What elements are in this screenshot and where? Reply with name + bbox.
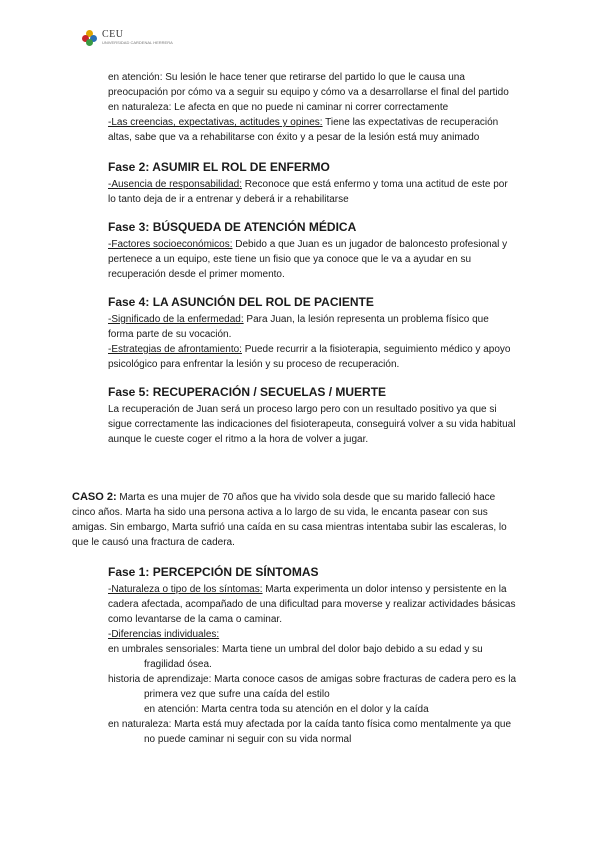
creencias-label: -Las creencias, expectativas, actitudes y opines: [108, 117, 323, 128]
paragraph-naturaleza: en naturaleza: Le afecta en que no puede ni caminar ni correr correctamente [108, 102, 449, 113]
caso2-text: Marta es una mujer de 70 años que ha vivido sola desde que su marido falleció hace cinco años. Marta ha sido una persona activa a lo largo de su vida, le encanta pasear con sus amigas. Sin embargo, Marta sufrió una caída en su casa mientras intentaba subir las escaleras, lo que le causó una fractura de cadera. [72, 492, 507, 548]
paragraph-historia: historia de aprendizaje: Marta conoce casos de amigas sobre fracturas de cadera pero es la primera vez que sufre una caída del estilo [108, 674, 517, 700]
paragraph-naturaleza-marta: en naturaleza: Marta está muy afectada por la caída tanto física como mentalmente ya que no puede caminar ni seguir con su vida normal [108, 719, 512, 745]
paragraph-atencion-marta: en atención: Marta centra toda su atención en el dolor y la caída [144, 704, 429, 715]
fase3-heading: Fase 3: BÚSQUEDA DE ATENCIÓN MÉDICA [108, 220, 357, 234]
caso2-label: CASO 2: [72, 491, 117, 503]
fase2-label: -Ausencia de responsabilidad: [108, 179, 242, 190]
paragraph-atencion: en atención: Su lesión le hace tener que retirarse del partido lo que le causa una preocupación por cómo va a seguir su equipo y cómo va a desarrollarse el final del partido [108, 72, 509, 98]
logo-subtitle: UNIVERSIDAD CARDENAL HERRERA [102, 40, 173, 45]
paragraph-umbrales: en umbrales sensoriales: Marta tiene un umbral del dolor bajo debido a su edad y su fragilidad ósea. [108, 644, 483, 670]
fase1-paragraph-naturaleza [0, 582, 600, 627]
creencias-text: Tiene las expectativas de recuperación altas, sabe que va a rehabilitarse con éxito y a pesar de la lesión está muy animado [108, 117, 499, 143]
fase4-label-estrategias: -Estrategias de afrontamiento: [108, 344, 242, 355]
caso2-paragraph [0, 490, 600, 550]
document-body [0, 70, 600, 747]
fase3-label: -Factores socioeconómicos: [108, 239, 233, 250]
fase4-paragraph-estrategias [0, 342, 600, 372]
fase1-label-diferencias: -Diferencias individuales: [108, 629, 220, 640]
fase1-heading: Fase 1: PERCEPCIÓN DE SÍNTOMAS [108, 565, 319, 579]
paragraph-creencias [0, 115, 600, 145]
university-logo [82, 30, 173, 46]
fase4-text-estrategias: Puede recurrir a la fisioterapia, seguimiento médico y apoyo psicológico para enfrentar la lesión y su proceso de recuperación. [108, 344, 511, 370]
fase1-paragraph-diferencias [0, 627, 600, 642]
fase2-paragraph [0, 177, 600, 207]
logo-name: CEU [102, 29, 124, 40]
ceu-emblem-icon [82, 30, 98, 46]
fase1-text-naturaleza: Marta experimenta un dolor intenso y persistente en la cadera afectada, acompañado de una dificultad para moverse y realizar actividades básicas como levantarse de la cama o caminar. [108, 584, 516, 625]
fase5-paragraph: La recuperación de Juan será un proceso largo pero con un resultado positivo ya que si sigue correctamente las indicaciones del fisioterapeuta, conseguirá volver a su vida habitual aunque le cueste coger el ritmo a la hora de volver a jugar. [108, 404, 516, 445]
fase4-text-significado: Para Juan, la lesión representa un problema físico que forma parte de su vocación. [108, 314, 489, 340]
fase4-heading: Fase 4: LA ASUNCIÓN DEL ROL DE PACIENTE [108, 295, 374, 309]
fase4-label-significado: -Significado de la enfermedad: [108, 314, 244, 325]
fase2-heading: Fase 2: ASUMIR EL ROL DE ENFERMO [108, 160, 330, 174]
fase2-text: Reconoce que está enfermo y toma una actitud de este por lo tanto deja de ir a entrenar y deberá ir a rehabilitarse [108, 179, 508, 205]
fase4-paragraph-significado [0, 312, 600, 342]
fase1-label-naturaleza: -Naturaleza o tipo de los síntomas: [108, 584, 263, 595]
fase5-heading: Fase 5: RECUPERACIÓN / SECUELAS / MUERTE [108, 385, 387, 399]
fase3-paragraph [0, 237, 600, 282]
fase3-text: Debido a que Juan es un jugador de baloncesto profesional y pertenece a un equipo, este tiene un fisio que ya conoce que le va a ayudar en su recuperación desde el primer momento. [108, 239, 508, 280]
